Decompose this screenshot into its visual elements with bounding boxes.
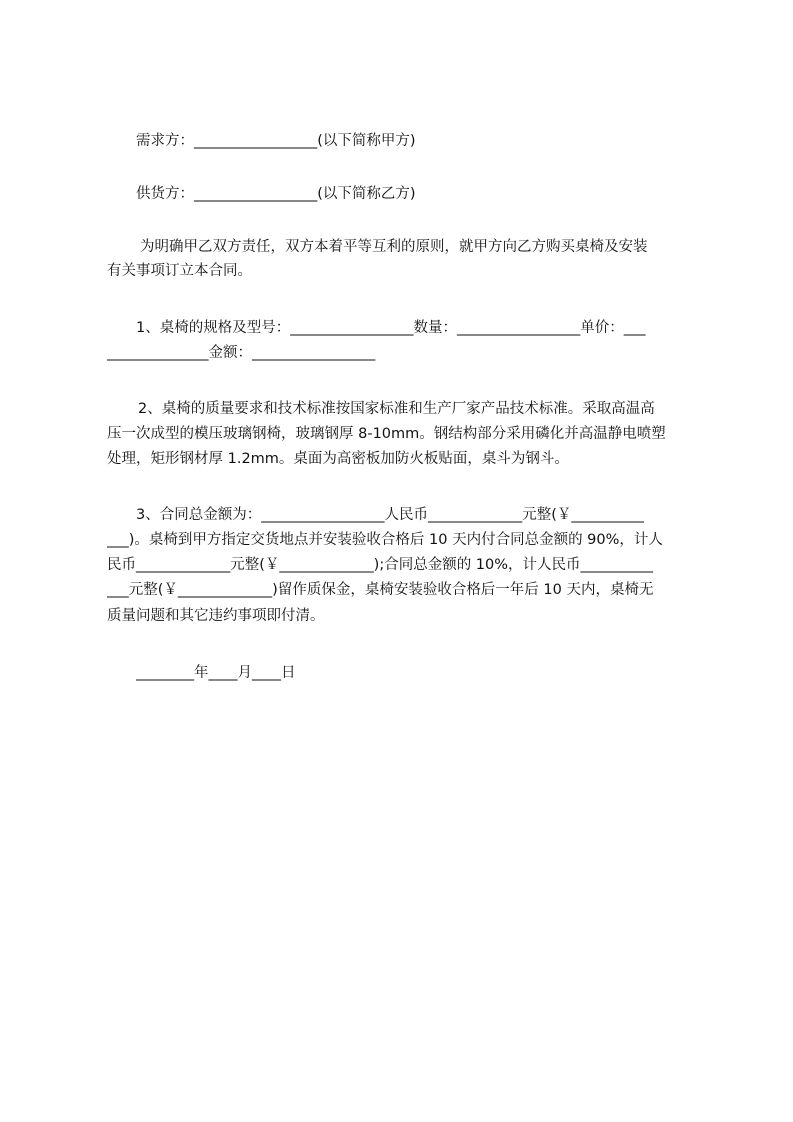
clause-2-line-2: 压一次成型的模压玻璃钢椅，玻璃钢厚 8-10mm。钢结构部分采用磷化并高温静电喷塑	[107, 426, 666, 442]
clause-3-line-1: 3、合同总金额为：_________________人民币_____________元整(￥__________	[136, 507, 644, 523]
intro-paragraph-line-1: 为明确甲乙双方责任，双方本着平等互利的原则，就甲方向乙方购买桌椅及安装	[140, 239, 648, 255]
clause-3-line-2: ___)。桌椅到甲方指定交货地点并安装验收合格后 10 天内付合同总金额的 90%，计人	[107, 532, 663, 548]
clause-3-line-5: 质量问题和其它违约事项即付清。	[107, 608, 325, 624]
clause-2-line-3: 处理，矩形钢材厚 1.2mm。桌面为高密板加防火板贴面，桌斗为钢斗。	[107, 451, 569, 467]
clause-2-line-1: 2、桌椅的质量要求和技术标准按国家标准和生产厂家产品技术标准。采取高温高	[138, 401, 655, 417]
clause-3-line-3: 民币_____________元整(￥_____________);合同总金额的 10%，计人民币__________	[107, 557, 654, 573]
demand-party-line: 需求方：_________________(以下简称甲方)	[136, 133, 416, 149]
date-line: ________年____月____日	[136, 665, 296, 681]
clause-3-line-4: ___元整(￥_____________)留作质保金，桌椅安装验收合格后一年后 10 天内，桌椅无	[107, 582, 654, 598]
clause-1-line-2: ______________金额：_________________	[107, 345, 376, 361]
supply-party-line: 供货方：_________________(以下简称乙方)	[136, 186, 416, 202]
intro-paragraph-line-2: 有关事项订立本合同。	[107, 263, 252, 279]
clause-1-line-1: 1、桌椅的规格及型号：_________________数量：_________________单价：___	[136, 320, 646, 336]
